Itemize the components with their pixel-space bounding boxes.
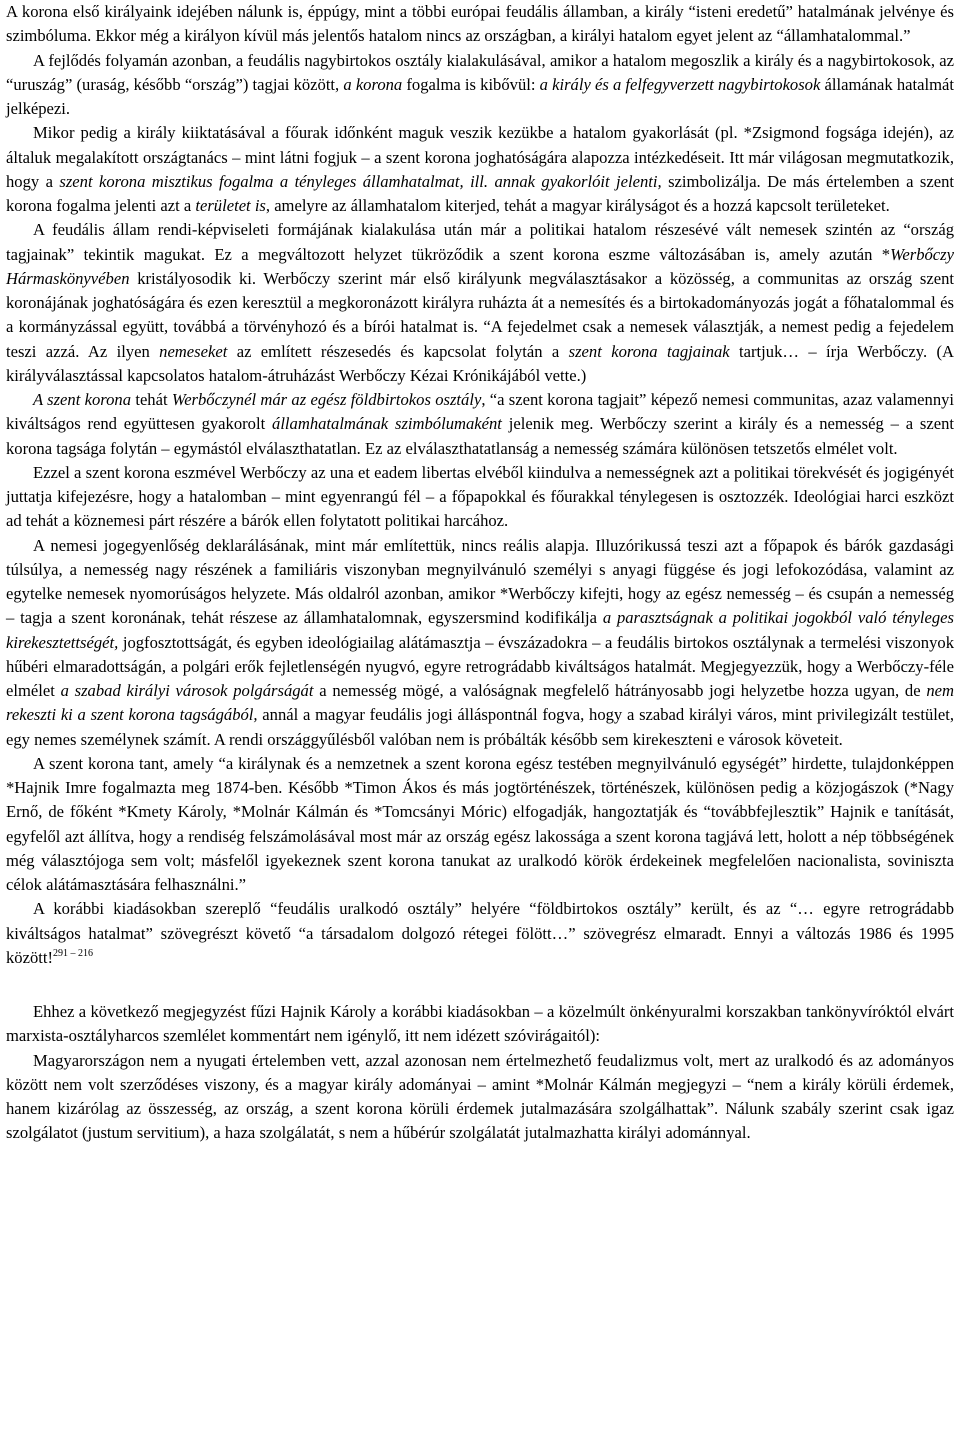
text-run: , amelyre az államhatalom kiterjed, tehát a magyar királyságot és a hozzá kapcsolt területeket. [265, 196, 890, 215]
text-run: Mikor pedig a király kiiktatásával a főurak időnként maguk veszik kezükbe a hatalom gyakorlását (pl. *Zsigmond fogsága idején), az általuk megalakított országtanács – mint látni fogjuk – a szent korona joghatóságára alapozza intézkedéseit. Itt már világosan megmutatkozik, hogy a [6, 123, 954, 191]
italic-run: nem rekeszti ki a szent korona tagságából, [6, 681, 955, 725]
paragraph-6 [6, 461, 954, 534]
text-run: szimbolizálja. De más értelemben a szent korona fogalma jelenti azt a [6, 171, 955, 215]
paragraph-gap [6, 970, 954, 1000]
paragraph-5 [6, 388, 954, 461]
italic-run: a szabad királyi városok polgárságát [60, 681, 314, 700]
paragraph-10 [6, 1000, 954, 1049]
text-run: annál a magyar feudális jogi álláspontnál fogva, hogy a szabad királyi város, mint privilegizált testület, egy nemes személynek számít. A rendi országgyűlésből valóban nem is próbálták később sem kirekeszteni e városok követeit. [6, 705, 955, 749]
italic-run: szent korona tagjainak [568, 341, 730, 361]
text-run: jelenik meg. Werbőczy szerint a király és a nemesség – a szent korona tagsága folytán – egymástól elválaszthatatlan. Ez az elválaszthatatlanság a nemesség számára különösen tetszetős elmélet volt. [6, 414, 954, 458]
paragraph-8 [6, 752, 954, 898]
text-run: Ezzel a szent korona eszmével Werbőczy az una et eadem libertas elvéből kiindulva a nemességnek azt a politikai törekvését és jogigényét juttatja kifejezésre, hogy a hatalomban – mint egyenrangú fél – a főpapokkal és főurakkal ténylegesen is osztozzék. Ideológiai harci eszközt ad tehát a köznemesi párt részére a bárók ellen folytatott politikai harcához. [6, 462, 954, 531]
text-run: Magyarországon nem a nyugati értelemben vett, azzal azonosan nem értelmezhető feudalizmus volt, mert az uralkodó és az adományos között nem volt szerződéses viszony, és a magyar király adományai – amint *Molnár Kálmán megjegyzi – “nem a király körüli érdemek, hanem kizárólag az összesség, az ország, a szent korona körüli érdemek jutalmazására szolgálhattak”. Nálunk szabály szerint csak igaz szolgálatot (justum servitium), a haza szolgálatát, s nem a hűbérúr szolgálatát jutalmazhatta királyi adománnyal. [6, 1050, 954, 1143]
italic-run: a korona [343, 74, 403, 94]
text-run: az említett részesedés és kapcsolat folytán a [227, 341, 569, 361]
paragraph-3 [6, 121, 954, 218]
text-run: Ehhez a következő megjegyzést fűzi Hajnik Károly a korábbi kiadásokban – a közelmúlt önkényuralmi korszakban tankönyvíróktól elvárt marxista-osztályharcos szemlélet kommentárt nem igénylő, itt nem idézett szóvirágaitól): [6, 1002, 954, 1046]
text-run: kristályosodik ki. Werbőczy szerint már első királyunk megválasztásakor a közösség, a communitas az ország szent koronájának joghatóságára és ezen keresztül a megkoronázott királyra ruházta át a nemesítés és a birtokadományozás jogát a főhatalommal és a kormányzással együtt, továbbá a törvényhozó és a bírói hatalmat is. “A fejedelmet csak a nemesek választják, a nemest pedig a fejedelem teszi azzá. Az ilyen [6, 268, 954, 361]
paragraph-9 [6, 897, 954, 970]
italic-run: a király és a felfegyverzett nagybirtokosok [539, 74, 821, 94]
text-run: A korona első királyaink idejében nálunk is, éppúgy, mint a többi európai feudális államban, a király “isteni eredetű” hatalmának jelvénye és szimbóluma. Ekkor még a királyon kívül más jelentős hatalom nincs az országban, a királyi hatalom egyet jelent az “államhatalommal.” [6, 2, 954, 46]
paragraph-11 [6, 1049, 954, 1146]
italic-run: Werbőczynél már az egész földbirtokos osztály [171, 390, 482, 409]
italic-run: területet is [195, 196, 266, 215]
text-run: tehát [131, 390, 172, 409]
paragraph-4 [6, 218, 954, 388]
italic-run: a parasztságnak a politikai jogokból való tényleges kirekesztettségét, [6, 608, 954, 652]
text-run: jogfosztottságát, és egyben ideológiailag alátámasztja – évszázadokra – a feudális birtokos osztálynak a termelési viszonyok hűbéri elmaradottságán, a polgári erők fejletlenségén nyugvó, egyre retrográdabb kiváltságos hatalmát. Megjegyezzük, hogy a Werbőczy-féle elmélet [6, 632, 954, 700]
text-run: A korábbi kiadásokban szereplő “feudális uralkodó osztály” helyére “földbirtokos osztály” került, és az “… egyre retrográdabb kiváltságos hatalmat” szövegrészt követő “a társadalom dolgozó rétegei fölött…” szövegrész elmaradt. Ennyi a változás 1986 és 1995 között! [6, 899, 954, 967]
italic-run: A szent korona [33, 390, 132, 409]
text-run: A fejlődés folyamán azonban, a feudális nagybirtokos osztály kialakulásával, amikor a hatalom megoszlik a király és a nagybirtokosok, az “uruszág” (uraság, később “ország”) tagjai között, [6, 50, 954, 94]
italic-run: Werbőczy Hármaskönyvében [6, 244, 954, 288]
document-page [6, 0, 954, 1146]
italic-run: szent korona misztikus fogalma a tényleges államhatalmat, ill. annak gyakorlóit jelenti, [59, 171, 662, 191]
text-run: A feudális állam rendi-képviseleti formájának kialakulása után már a politikai hatalom részesévé vált nemesek szintén az “ország tagjainak” tekintik magukat. Ez a megváltozott helyzet tükröződik a szent korona eszme változásában is, amely azután * [6, 220, 954, 264]
paragraph-2 [6, 49, 954, 122]
text-run: államának hatalmát jelképezi. [6, 74, 954, 118]
italic-run: államhatalmának szimbólumaként [272, 414, 502, 434]
paragraph-1 [6, 0, 954, 49]
text-run: , “a szent korona tagjait” képező nemesi communitas, azaz valamennyi kiváltságos rend együttesen gyakorolt [6, 390, 955, 434]
text-run: fogalma is kibővül: [402, 74, 540, 94]
text-run: A szent korona tant, amely “a királynak és a nemzetnek a szent korona egész testében megnyilvánuló egységét” hirdette, tulajdonképpen *Hajnik Imre fogalmazta meg 1874-ben. Később *Timon Ákos és más jogtörténészek, történészek, különösen pedig a közjogászok (*Nagy Ernő, de főként *Kmety Károly, *Molnár Kálmán és *Tomcsányi Móric) elfogadják, hangoztatják és “továbbfejlesztik” Hajnik e tanítását, egyfelől azt állítva, hogy a rendiség felszámolásával most már az ország egész lakossága a szent korona tagjává lett, holott a nép többségének még választójoga sem volt; másfelől igyekeznek szent korona tanukat az uralkodó körök érdekeinek megfelelően nacionalista, soviniszta célok alátámasztására felhasználni.” [6, 753, 954, 894]
text-run: A nemesi jogegyenlőség deklarálásának, mint már említettük, nincs reális alapja. Illuzórikussá teszi azt a főpapok és bárók gazdasági túlsúlya, a nemesség nagy részének a familiáris viszonyban megnyilvánuló személyi s anyagi függése és jogi lefokozódása, valamint az egytelke nemesek nyomorúságos helyzete. Más oldalról azonban, amikor *Werbőczy kifejti, hogy az egész nemesség – és csupán a nemesség – tagja a szent koronának, tehát részese az államhatalomnak, egyszersmind kodifikálja [6, 535, 954, 628]
text-run: a nemesség mögé, a valóságnak megfelelő hátrányosabb jogi helyzetbe hozza ugyan, de [313, 681, 927, 700]
text-run: tartjuk… – írja Werbőczy. (A királyválasztással kapcsolatos hatalom-átruházást Werbőczy Kézai Krónikájából vette.) [6, 341, 954, 385]
paragraph-7 [6, 534, 954, 752]
footnote-ref: 291 – 216 [53, 947, 94, 959]
italic-run: nemeseket [159, 341, 228, 361]
